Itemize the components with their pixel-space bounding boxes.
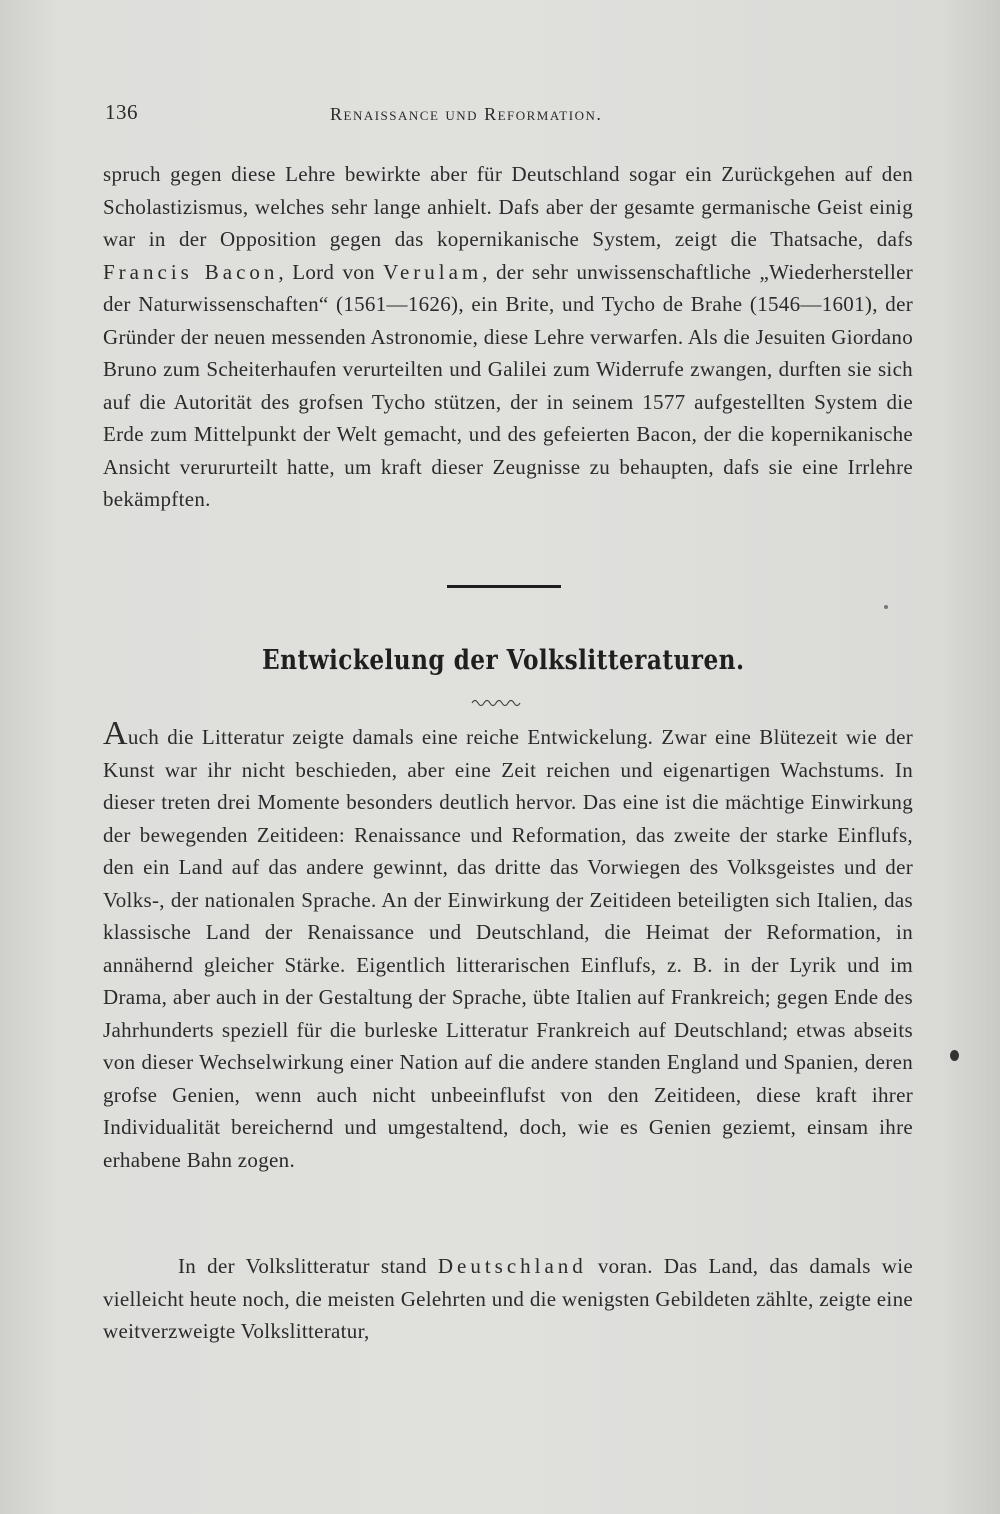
paragraph-volkslitteratur-intro [103, 715, 913, 1176]
drop-cap: A [103, 715, 128, 752]
paragraph-text: spruch gegen diese Lehre bewirkte aber für Deutschland sogar ein Zurückgehen auf den Scholastizismus, welches sehr lange anhielt. Dafs aber der gesamte germanische Geist einig war in der Opposition gegen das kopernikanische System, zeigt die Thatsache, dafs [103, 162, 913, 251]
ink-speck [884, 605, 888, 609]
paragraph-text: , der sehr unwissenschaftliche „Wiederhersteller der Naturwissenschaften“ (1561—1626), ein Brite, und Tycho de Brahe (1546—1601), der Gründer der neuen messenden Astronomie, diese Lehre verwarfen. Als die Jesuiten Giordano Bruno zum Scheiterhaufen verurteilten und Galilei zum Widerrufe zwangen, durften sie sich auf die Autorität des grofsen Tycho stützen, der in seinem 1577 aufgestellten System die Erde zum Mittelpunkt der Welt gemacht, und des gefeierten Bacon, der die kopernikanische Ansicht verururteilt hatte, um kraft dieser Zeugnisse zu behaupten, dafs sie eine Irrlehre bekämpften. [103, 259, 914, 511]
paragraph-text: uch die Litteratur zeigte damals eine reiche Entwickelung. Zwar eine Blütezeit wie der Kunst war ihr nicht beschieden, aber eine Zeit reichen und eigenartigen Wachstums. In dieser treten drei Momente besonders deutlich hervor. Das eine ist die mächtige Einwirkung der bewegenden Zeitideen: Renaissance und Reformation, das zweite der starke Einflufs, den ein Land auf das andere gewinnt, das dritte das Vorwiegen des Volksgeistes und der Volks-, der nationalen Sprache. An der Einwirkung der Zeitideen beteiligten sich Italien, das klassische Land der Renaissance und Deutschland, die Heimat der Reformation, in annähernd gleicher Stärke. Eigentlich litterarischen Einflufs, z. B. in der Lyrik und im Drama, aber auch in der Gestaltung der Sprache, übte Italien auf Frankreich; gegen Ende des Jahrhunderts speziell für die burleske Litteratur Frankreich auf Deutschland; etwas abseits von dieser Wechselwirkung einer Nation auf die andere standen England und Spanien, deren grofse Genien, wenn auch nicht unbeeinflufst von den Zeitideen, diese kraft ihrer Individualität bereichernd und umgestaltend, doch, wie es Genien geziemt, einsam ihre erhabene Bahn zogen. [103, 725, 913, 1172]
ink-speck [950, 1050, 959, 1061]
wave-ornament-icon [470, 695, 530, 709]
paragraph-bacon-tycho [103, 158, 913, 516]
paragraph-deutschland [103, 1250, 913, 1348]
section-heading: Entwickelung der Volkslitteraturen. [262, 645, 745, 676]
section-divider-rule [447, 585, 561, 588]
page-header [105, 100, 905, 134]
paragraph-text: , Lord von [278, 259, 384, 284]
paragraph-text: voran. Das Land, das damals wie vielleicht heute noch, die meisten Gelehrten und die wenigsten Gebildeten zählte, zeigte eine weitverzweigte Volkslitteratur, [103, 1254, 913, 1343]
page-number: 136 [105, 100, 138, 124]
spaced-name-verulam: Verulam [383, 259, 483, 284]
spaced-name-deutschland: Deutschland [437, 1254, 587, 1278]
paragraph-text: In der Volkslitteratur stand [178, 1254, 438, 1278]
running-title: Renaissance und Reformation. [330, 104, 603, 124]
spaced-name-bacon: Francis Bacon [103, 259, 279, 284]
